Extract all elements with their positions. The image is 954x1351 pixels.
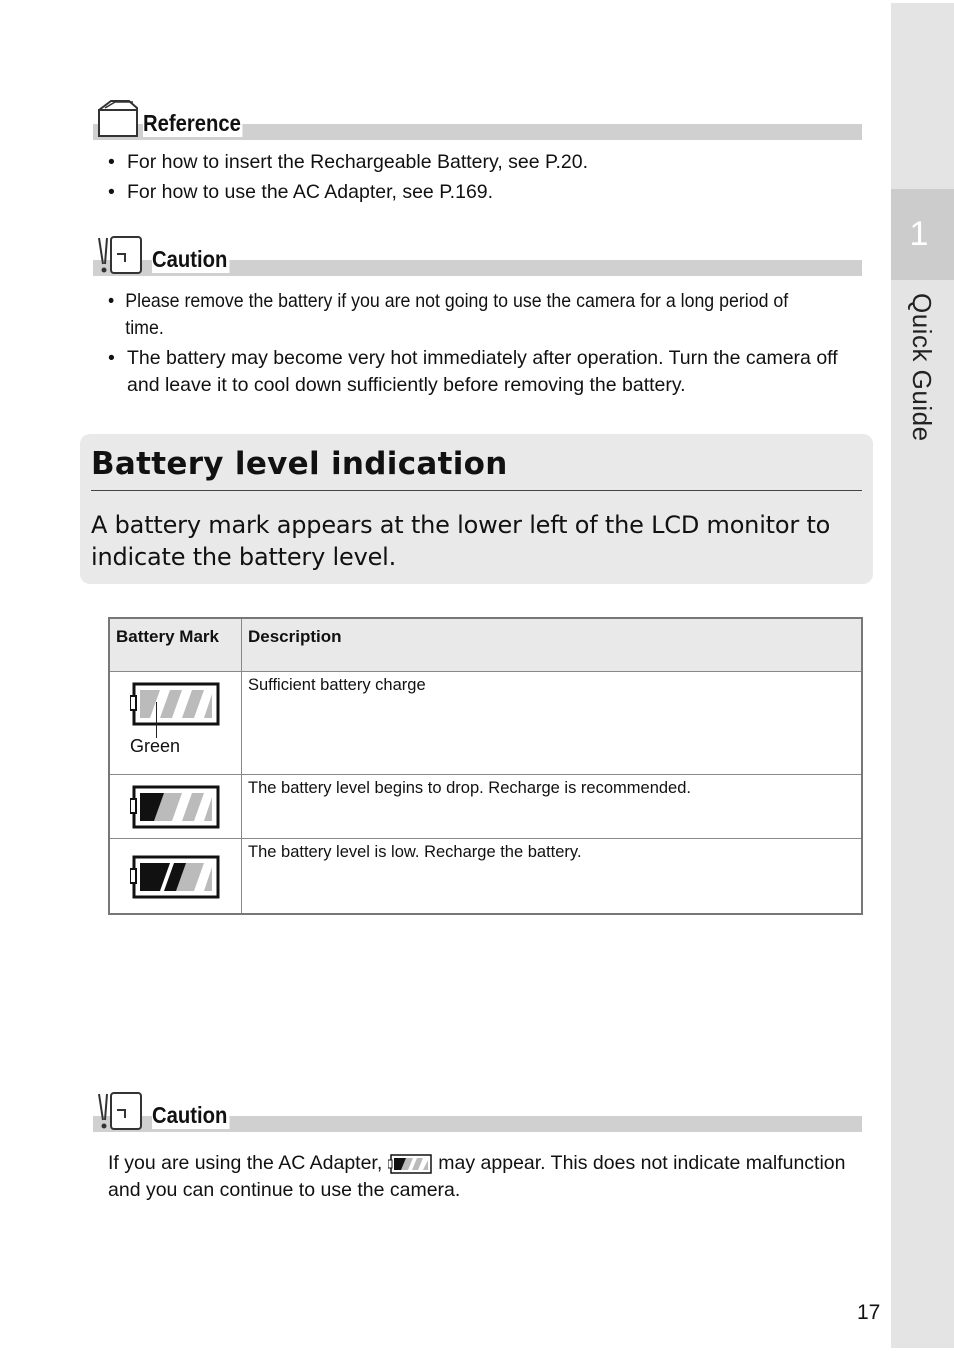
chapter-side-tab	[891, 3, 954, 1348]
battery-table	[108, 617, 863, 915]
description-cell: The battery level begins to drop. Recharge is recommended.	[242, 775, 863, 839]
list-item: • For how to insert the Rechargeable Battery, see P.20.	[108, 149, 868, 176]
caution-text-before: If you are using the AC Adapter,	[108, 1152, 383, 1174]
battery-full-icon	[130, 680, 222, 728]
list-item: • For how to use the AC Adapter, see P.169.	[108, 179, 868, 206]
green-label: Green	[130, 736, 181, 756]
reference-icon	[95, 98, 141, 140]
caution-icon	[95, 1090, 145, 1132]
caution-list	[108, 288, 868, 402]
description-cell: Sufficient battery charge	[242, 672, 863, 775]
caution-label: Caution	[152, 246, 228, 272]
caution-text	[108, 1150, 868, 1204]
battery-half-icon	[130, 783, 222, 831]
section-rule	[91, 490, 862, 491]
battery-low-icon	[130, 853, 222, 901]
battery-mark-cell	[109, 672, 242, 775]
caution-icon	[95, 234, 145, 276]
caution-heading	[93, 232, 862, 276]
description-cell: The battery level is low. Recharge the battery.	[242, 839, 863, 914]
chapter-name: Quick Guide	[907, 293, 937, 442]
table-row	[109, 775, 862, 839]
header-battery-mark: Battery Mark	[109, 618, 242, 672]
reference-heading	[93, 96, 862, 140]
battery-mark-cell	[109, 839, 242, 914]
caution-text-after: may appear. This does not indicate malfunction and you can continue to use the camera.	[108, 1152, 846, 1201]
list-item: • The battery may become very hot immediately after operation. Turn the camera off and leave it to cool down sufficiently before removing the battery.	[108, 345, 868, 399]
caution-label: Caution	[152, 1102, 228, 1128]
section-title: Battery level indication	[91, 446, 508, 482]
chapter-number: 1	[909, 215, 929, 253]
table-row	[109, 672, 862, 775]
page-number: 17	[857, 1301, 881, 1324]
caution-heading	[93, 1088, 862, 1132]
table-row	[109, 839, 862, 914]
list-item: • Please remove the battery if you are not going to use the camera for a long period of time.	[108, 288, 800, 342]
section-lead: A battery mark appears at the lower left of the LCD monitor to indicate the battery level.	[91, 511, 831, 571]
reference-list	[108, 149, 868, 209]
reference-label: Reference	[143, 110, 241, 136]
callout-line	[156, 702, 157, 738]
battery-ac-adapter-icon	[388, 1153, 432, 1175]
section-box	[80, 434, 873, 584]
battery-mark-cell	[109, 775, 242, 839]
table-header-row	[109, 618, 862, 672]
header-description: Description	[242, 618, 863, 672]
